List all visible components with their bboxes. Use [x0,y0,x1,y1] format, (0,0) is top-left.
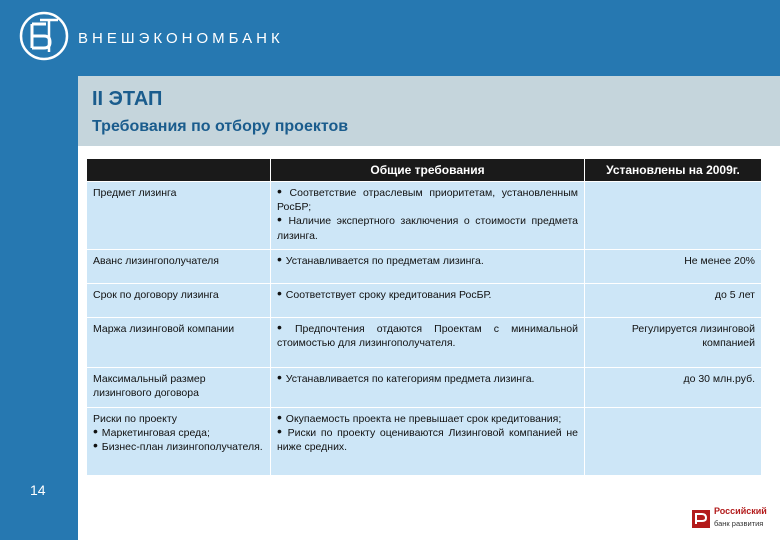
row-subject: Максимальный размер лизингового договора [87,368,271,408]
requirement-item: • Наличие экспертного заключения о стоимости предмета лизинга. [277,211,579,242]
table-row [87,250,762,284]
requirement-item: • Устанавливается по категориям предмета лизинга. [277,369,535,385]
rosbr-mark-icon [692,510,710,528]
veb-monogram-icon [18,10,70,62]
bullet-icon: • [277,251,286,267]
bullet-icon: • [277,369,286,385]
row-value: Регулируется лизинговой компанией [585,318,762,368]
requirements-table [86,158,762,476]
bullet-icon: • [277,423,288,440]
requirement-item: • Окупаемость проекта не превышает срок кредитования; [277,409,562,425]
requirement-item: • Риски по проекту оцениваются Лизинговой компанией не ниже средних. [277,423,578,454]
row-requirements [271,318,585,368]
subject-item: • Бизнес-план лизингополучателя. [93,437,263,454]
bullet-icon: • [277,319,295,335]
row-value [585,408,762,476]
table-row [87,368,762,408]
column-header-requirements: Общие требования [271,159,585,182]
row-value [585,182,762,250]
rosbr-logo [692,506,772,534]
requirement-item: • Предпочтения отдаются Проектам с минимальной стоимостью для лизингополучателя. [277,319,578,350]
row-subject: Аванс лизингополучателя [87,250,271,284]
row-value: до 5 лет [585,284,762,318]
column-header-2009: Установлены на 2009г. [585,159,762,182]
slide-subtitle: Требования по отбору проектов [92,118,349,135]
header-bar [0,0,780,76]
row-requirements [271,182,585,250]
row-requirements [271,368,585,408]
requirement-item: • Устанавливается по предметам лизинга. [277,251,484,267]
subject-title: Риски по проекту [93,413,178,425]
left-sidebar [0,76,78,540]
brand-name: ВНЕШЭКОНОМБАНК [78,30,284,47]
slide-title: II ЭТАП [92,88,163,110]
row-subject [87,408,271,476]
row-requirements [271,250,585,284]
page-number: 14 [30,482,46,498]
table-row [87,318,762,368]
rosbr-name: Российский [714,506,767,516]
table-row [87,408,762,476]
row-value: Не менее 20% [585,250,762,284]
table-header-row [87,159,762,182]
row-subject: Предмет лизинга [87,182,271,250]
requirement-item: • Соответствует сроку кредитования РосБР. [277,285,492,301]
table-row [87,182,762,250]
subject-item: • Маркетинговая среда; [93,423,210,440]
row-requirements [271,408,585,476]
bullet-icon: • [277,285,286,301]
requirement-item: • Соответствие отраслевым приоритетам, установленным РосБР; [277,183,578,214]
column-header-subject [87,159,271,182]
bullet-icon: • [277,409,286,425]
bullet-icon: • [93,423,102,440]
row-subject: Срок по договору лизинга [87,284,271,318]
bullet-icon: • [93,437,102,454]
row-requirements [271,284,585,318]
bullet-icon: • [277,183,290,199]
row-subject: Маржа лизинговой компании [87,318,271,368]
row-value: до 30 млн.руб. [585,368,762,408]
bullet-icon: • [277,211,289,228]
table-row [87,284,762,318]
rosbr-subtitle: банк развития [714,519,764,528]
